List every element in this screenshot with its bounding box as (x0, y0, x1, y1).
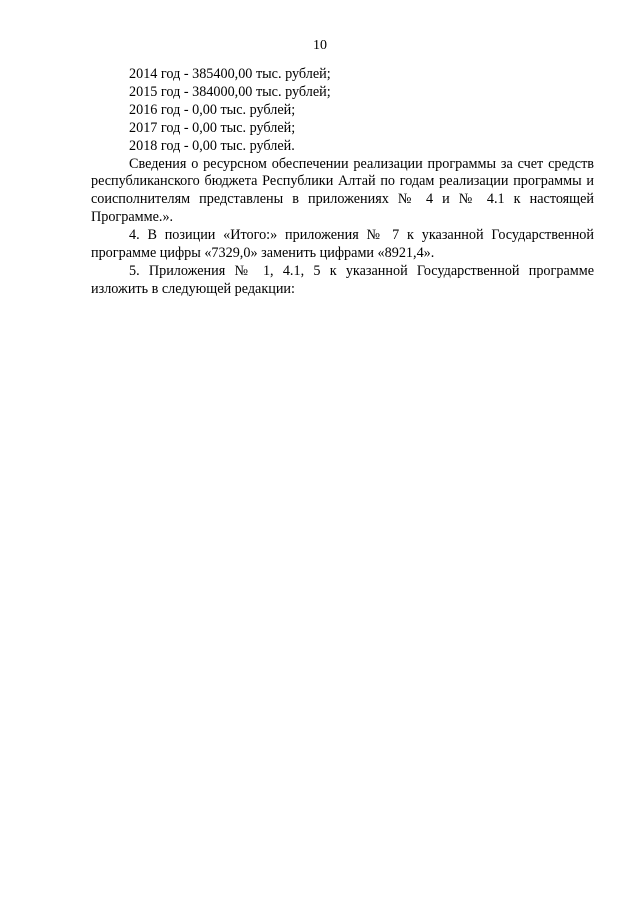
funding-line-2015: 2015 год - 384000,00 тыс. рублей; (129, 83, 331, 100)
funding-line-2017: 2017 год - 0,00 тыс. рублей; (129, 119, 296, 136)
item-4-paragraph: 4. В позиции «Итого:» приложения № 7 к указанной Государственной программе цифры «7329,0» заменить цифрами «8921,4». (91, 227, 594, 262)
document-body (91, 66, 594, 299)
funding-line-2014: 2014 год - 385400,00 тыс. рублей; (129, 66, 331, 82)
page-number: 10 (313, 38, 327, 53)
resource-info-paragraph: Сведения о ресурсном обеспечении реализации программы за счет средств республиканского бюджета Республики Алтай по годам реализации программы и соисполнителям представлены в приложениях № 4 и № 4.1 к настоящей Программе.». (91, 155, 594, 226)
funding-line-2018: 2018 год - 0,00 тыс. рублей. (129, 137, 295, 154)
item-5-paragraph: 5. Приложения № 1, 4.1, 5 к указанной Государственной программе изложить в следующей редакции: (91, 262, 594, 297)
funding-line-2016: 2016 год - 0,00 тыс. рублей; (129, 101, 296, 118)
